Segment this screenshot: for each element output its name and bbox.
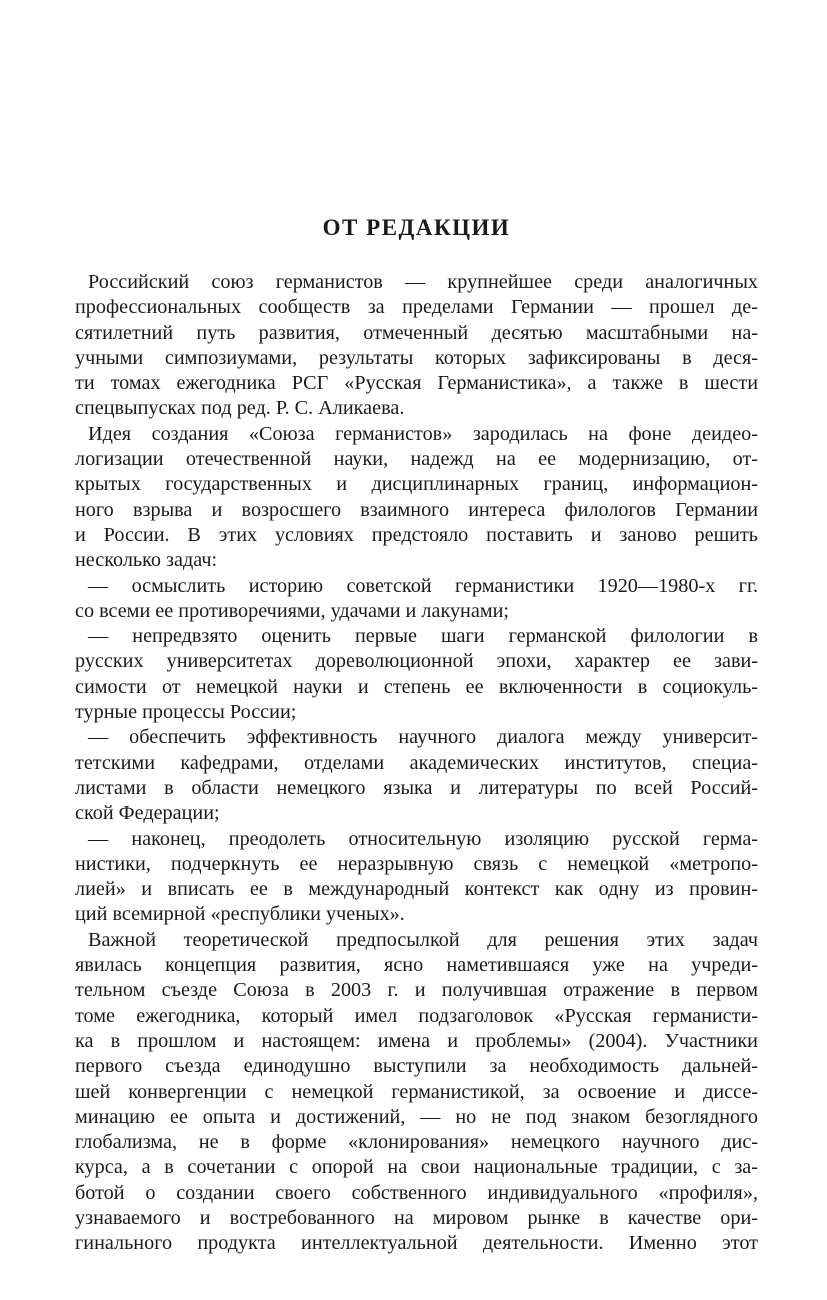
paragraph-line: турные процессы России;	[75, 701, 297, 724]
paragraph-line: гинального продукта интеллектуальной деятельности. Именно этот	[75, 1232, 758, 1255]
paragraph-line: узнаваемого и востребованного на мировом рынке в качестве ори-	[75, 1206, 758, 1229]
paragraph-first-line: — наконец, преодолеть относительную изоляцию русской герма-	[88, 827, 758, 850]
document-page	[75, 0, 758, 1300]
paragraph-line: явилась концепция развития, ясно наметившаяся уже на учреди-	[75, 954, 758, 977]
paragraph-line: русских университетах дореволюционной эпохи, характер ее зави-	[75, 650, 758, 673]
paragraph-line: ботой о создании своего собственного индивидуального «профиля»,	[75, 1181, 758, 1204]
paragraph-line: ций всемирной «республики ученых».	[75, 903, 405, 926]
paragraph-first-line: Российский союз германистов — крупнейшее среди аналогичных	[88, 271, 758, 293]
paragraph-line: глобализма, не в форме «клонирования» немецкого научного дис-	[75, 1131, 758, 1154]
paragraph-line: листами в области немецкого языка и литературы по всей Россий-	[75, 776, 758, 799]
page-title: ОТ РЕДАКЦИИ	[322, 215, 511, 240]
paragraph-line: минацию ее опыта и достижений, — но не под знаком безоглядного	[75, 1105, 758, 1128]
paragraph-line: спецвыпусках под ред. Р. С. Аликаева.	[75, 397, 405, 420]
paragraph-line: симости от немецкой науки и степень ее включенности в социокуль-	[75, 675, 758, 698]
paragraph-line: лией» и вписать ее в международный контекст как одну из провин-	[75, 878, 758, 901]
paragraph-line: томе ежегодника, который имел подзаголовок «Русская германисти-	[75, 1004, 758, 1027]
paragraph-line: нистики, подчеркнуть ее неразрывную связь с немецкой «метропо-	[75, 852, 758, 875]
paragraph-first-line: — непредвзято оценить первые шаги германской филологии в	[88, 625, 758, 648]
paragraph-first-line: Важной теоретической предпосылкой для решения этих задач	[88, 928, 758, 951]
paragraph-line: со всеми ее противоречиями, удачами и лакунами;	[75, 599, 510, 622]
paragraph-line: ской Федерации;	[75, 802, 220, 825]
paragraph-line: ка в прошлом и настоящем: имена и проблемы» (2004). Участники	[75, 1029, 758, 1052]
paragraph-line: ного взрыва и возросшего взаимного интереса филологов Германии	[75, 498, 758, 521]
paragraph-line: логизации отечественной науки, надежд на ее модернизацию, от-	[75, 448, 758, 471]
paragraph-line: профессиональных сообществ за пределами Германии — прошел де-	[75, 296, 758, 319]
paragraph-line: учными симпозиумами, результаты которых зафиксированы в деся-	[75, 346, 758, 369]
paragraph-first-line: — осмыслить историю советской германистики 1920—1980-х гг.	[88, 574, 758, 597]
paragraph-line: курса, а в сочетании с опорой на свои национальные традиции, с за-	[75, 1156, 758, 1179]
paragraph-line: несколько задач:	[75, 549, 218, 572]
paragraph-line: крытых государственных и дисциплинарных границ, информацион-	[75, 473, 758, 496]
paragraph-line: шей конвергенции с немецкой германистикой, за освоение и диссе-	[75, 1080, 758, 1103]
paragraph-line: тетскими кафедрами, отделами академических институтов, специа-	[75, 751, 758, 774]
paragraph-line: первого съезда единодушно выступили за необходимость дальней-	[75, 1055, 758, 1078]
paragraph-line: и России. В этих условиях предстояло поставить и заново решить	[75, 523, 758, 546]
paragraph-first-line: — обеспечить эффективность научного диалога между университ-	[88, 726, 758, 749]
paragraph-line: сятилетний путь развития, отмеченный десятью масштабными на-	[75, 321, 758, 344]
body-text	[75, 270, 758, 1257]
paragraph-line: тельном съезде Союза в 2003 г. и получившая отражение в первом	[75, 979, 758, 1002]
paragraph-line: ти томах ежегодника РСГ «Русская Германистика», а также в шести	[75, 372, 758, 395]
paragraph-first-line: Идея создания «Союза германистов» зародилась на фоне деидео-	[88, 422, 758, 445]
